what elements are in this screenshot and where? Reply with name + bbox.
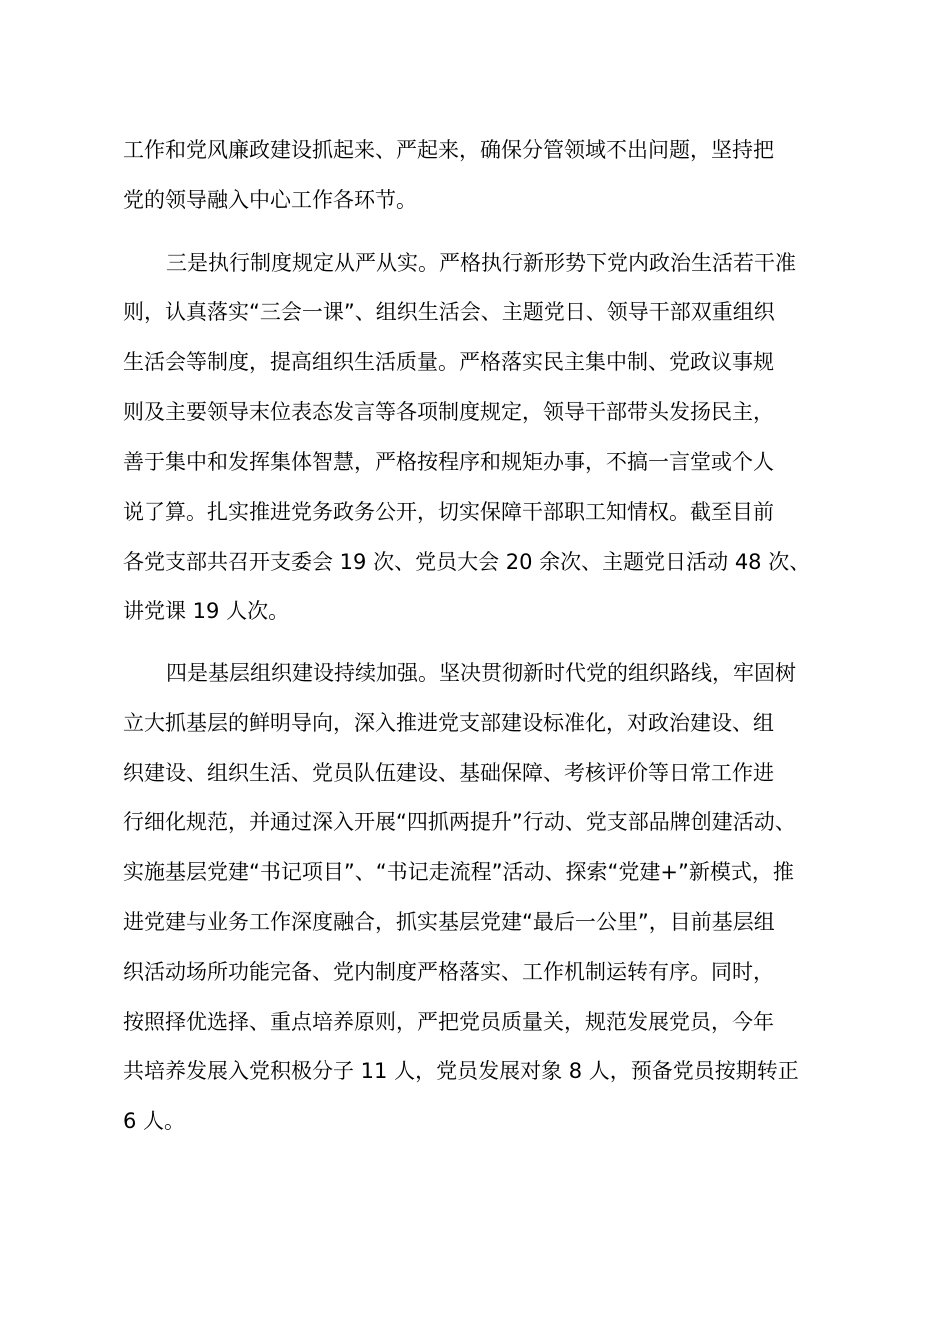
paragraph-line: 6 人。 [123, 1109, 186, 1133]
paragraph-line: 立大抓基层的鲜明导向，深入推进党支部建设标准化，对政治建设、组 [123, 711, 774, 735]
paragraph-line: 善于集中和发挥集体智慧，严格按程序和规矩办事，不搞一言堂或个人 [123, 450, 774, 474]
paragraph-line: 四是基层组织建设持续加强。坚决贯彻新时代党的组织路线，牢固树 [166, 661, 796, 685]
paragraph-line: 则，认真落实“三会一课”、组织生活会、主题党日、领导干部双重组织 [123, 300, 775, 324]
paragraph-line: 织活动场所功能完备、党内制度严格落实、工作机制运转有序。同时， [123, 960, 774, 984]
paragraph-line: 实施基层党建“书记项目”、“书记走流程”活动、探索“党建+”新模式，推 [123, 860, 794, 884]
paragraph-line: 则及主要领导末位表态发言等各项制度规定，领导干部带头发扬民主， [123, 400, 774, 424]
paragraph-line: 党的领导融入中心工作各环节。 [123, 188, 417, 212]
paragraph-line: 行细化规范，并通过深入开展“四抓两提升”行动、党支部品牌创建活动、 [123, 810, 796, 834]
paragraph-line: 三是执行制度规定从严从实。严格执行新形势下党内政治生活若干准 [166, 251, 796, 275]
paragraph-line: 工作和党风廉政建设抓起来、严起来，确保分管领域不出问题，坚持把 [123, 138, 774, 162]
paragraph-line: 讲党课 19 人次。 [123, 599, 290, 623]
paragraph-line: 共培养发展入党积极分子 11 人，党员发展对象 8 人，预备党员按期转正 [123, 1059, 799, 1083]
paragraph-line: 各党支部共召开支委会 19 次、党员大会 20 余次、主题党日活动 48 次、 [123, 550, 811, 574]
paragraph-line: 说了算。扎实推进党务政务公开，切实保障干部职工知情权。截至目前 [123, 500, 774, 524]
paragraph-line: 生活会等制度，提高组织生活质量。严格落实民主集中制、党政议事规 [123, 350, 774, 374]
paragraph-line: 按照择优选择、重点培养原则，严把党员质量关，规范发展党员，今年 [123, 1010, 774, 1034]
paragraph-line: 进党建与业务工作深度融合，抓实基层党建“最后一公里”，目前基层组 [123, 910, 775, 934]
paragraph-line: 织建设、组织生活、党员队伍建设、基础保障、考核评价等日常工作进 [123, 761, 774, 785]
